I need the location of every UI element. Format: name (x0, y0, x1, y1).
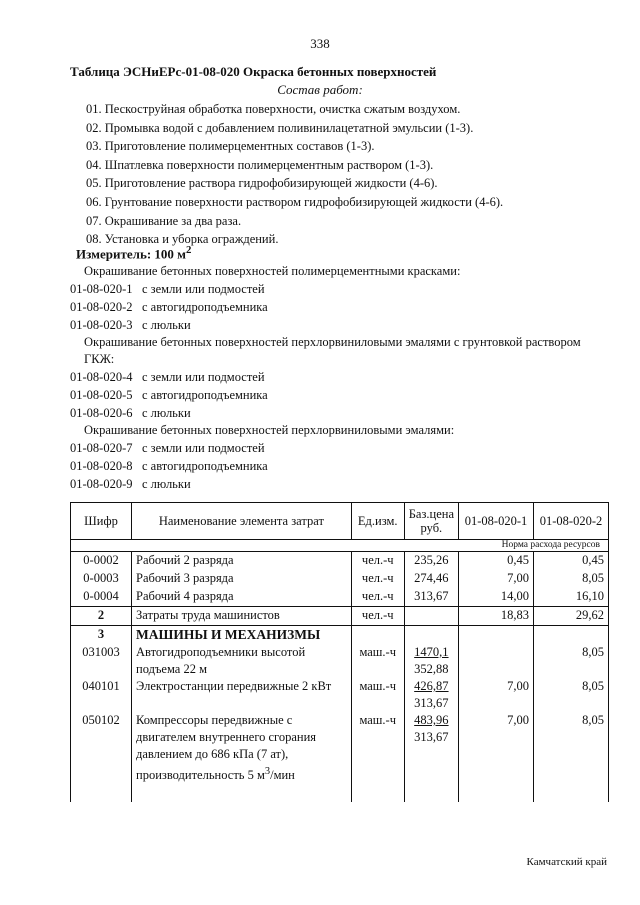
cell-code: 0-0004 (71, 588, 132, 607)
operation-item: 02. Промывка водой с добавлением поливинилацетатной эмульсии (1-3). (86, 120, 474, 135)
rate-code: 01-08-020-3 (70, 318, 133, 332)
rate-code: 01-08-020-4 (70, 370, 133, 384)
rate-desc: с земли или подмостей (142, 282, 265, 296)
table-row (71, 607, 609, 626)
operation-item: 08. Установка и уборка ограждений. (86, 232, 279, 247)
rate-row (70, 475, 610, 493)
cell-code: 031003 (71, 644, 132, 678)
table-tail-row (71, 784, 609, 802)
operation-item: 04. Шпатлевка поверхности полимерцементным раствором (1-3). (86, 157, 434, 172)
meter-label: Измеритель: 100 $м^2$ (76, 244, 192, 262)
operation-item: 01. Пескоструйная обработка поверхности, очистка сжатым воздухом. (86, 102, 461, 116)
cell-price (404, 712, 458, 784)
rate-code: 01-08-020-2 (70, 300, 133, 314)
region-footer: Камчатский край (526, 856, 607, 868)
cell-name (132, 712, 352, 784)
header-col2: 01-08-020-2 (534, 503, 609, 540)
cell-price (404, 644, 458, 678)
table-row (71, 552, 609, 571)
meter-sup: 2 (186, 244, 192, 256)
cell-code: 2 (71, 607, 132, 626)
cell-unit: маш.-ч (351, 712, 404, 784)
cell-name: Затраты труда машинистов (132, 607, 352, 626)
cell-value-1 (459, 626, 534, 645)
norm-label: Норма расхода ресурсов (71, 540, 609, 552)
cell-name-sup: 3 (264, 766, 271, 777)
rate-row (70, 457, 610, 475)
rate-desc: с автогидроподъемника (142, 459, 268, 473)
rate-code: 01-08-020-5 (70, 388, 133, 402)
rate-desc: с люльки (142, 477, 191, 491)
cell-value-2: 16,10 (534, 588, 609, 607)
cell-name: Автогидроподъемники высотой подъема 22 м (132, 644, 352, 678)
cell-value-2: 0,45 (534, 552, 609, 571)
rate-code: 01-08-020-6 (70, 406, 133, 420)
price-wage: 352,88 (414, 662, 449, 676)
rate-code: 01-08-020-8 (70, 459, 133, 473)
table-row (71, 570, 609, 588)
cell-name-tail: /мин (270, 768, 295, 783)
cell-value-2 (534, 626, 609, 645)
tail-cell (132, 784, 352, 802)
group-heading: Окрашивание бетонных поверхностей перхлорвиниловыми эмалями с грунтовкой раствором ГКЖ: (84, 335, 581, 366)
rate-row (70, 368, 610, 386)
cell-price: 235,26 (404, 552, 458, 571)
cell-unit: маш.-ч (351, 678, 404, 712)
cell-code: 0-0002 (71, 552, 132, 571)
rate-row (70, 298, 610, 316)
price-base: 1470,1 (414, 645, 449, 659)
table-header-row (71, 503, 609, 540)
header-price: Баз.цена руб. (404, 503, 458, 540)
rate-desc: с автогидроподъемника (142, 300, 268, 314)
cell-name: Рабочий 4 разряда (132, 588, 352, 607)
cell-name-text: Компрессоры передвижные с двигателем внутреннего сгорания давлением до 686 кПа (7 ат), производительность 5 м (136, 713, 317, 783)
resource-table (70, 502, 609, 802)
table-row (71, 588, 609, 607)
cell-value-1: 14,00 (459, 588, 534, 607)
header-col1: 01-08-020-1 (459, 503, 534, 540)
cell-value-2: 8,05 (534, 712, 609, 784)
operation-item: 03. Приготовление полимерцементных составов (1-3). (86, 139, 375, 154)
tail-cell (71, 784, 132, 802)
tail-cell (534, 784, 609, 802)
rate-row (70, 439, 610, 457)
tail-cell (459, 784, 534, 802)
cell-value-1: 7,00 (459, 678, 534, 712)
tail-cell (351, 784, 404, 802)
rate-row (70, 280, 610, 298)
cell-unit: чел.-ч (351, 607, 404, 626)
rate-row (70, 316, 610, 334)
work-composition-heading: Состав работ: (277, 82, 363, 97)
rate-desc: с земли или подмостей (142, 370, 265, 384)
rate-code: 01-08-020-7 (70, 441, 133, 455)
cell-unit: чел.-ч (351, 552, 404, 571)
cell-price (404, 626, 458, 645)
operation-item: 06. Грунтование поверхности раствором гидрофобизирующей жидкости (4-6). (86, 194, 504, 209)
operations-list (86, 100, 503, 249)
price-wage: 313,67 (414, 696, 449, 710)
table-row (71, 644, 609, 678)
cell-price: 274,46 (404, 570, 458, 588)
cell-name: Рабочий 2 разряда (132, 552, 352, 571)
page-number: 338 (310, 36, 330, 51)
cell-unit: чел.-ч (351, 588, 404, 607)
cell-name: МАШИНЫ И МЕХАНИЗМЫ (132, 626, 352, 645)
cell-value-1: 0,45 (459, 552, 534, 571)
cell-unit: маш.-ч (351, 644, 404, 678)
cell-code: 050102 (71, 712, 132, 784)
cell-value-2: 8,05 (534, 644, 609, 678)
tail-cell (404, 784, 458, 802)
price-base: 483,96 (414, 713, 449, 727)
cell-value-1: 18,83 (459, 607, 534, 626)
rate-desc: с люльки (142, 318, 191, 332)
norm-row (71, 540, 609, 552)
rate-code: 01-08-020-1 (70, 282, 133, 296)
rate-row (70, 386, 610, 404)
cell-price (404, 678, 458, 712)
header-name: Наименование элемента затрат (132, 503, 352, 540)
cell-price: 313,67 (404, 588, 458, 607)
operation-item: 07. Окрашивание за два раза. (86, 213, 242, 228)
group-heading: Окрашивание бетонных поверхностей перхлорвиниловыми эмалями: (84, 423, 455, 437)
header-unit: Ед.изм. (351, 503, 404, 540)
cell-value-2: 8,05 (534, 678, 609, 712)
cell-unit (351, 626, 404, 645)
operation-item: 05. Приготовление раствора гидрофобизирующей жидкости (4-6). (86, 176, 438, 191)
rate-code: 01-08-020-9 (70, 477, 133, 491)
table-title: Таблица ЭСНиЕРс-01-08-020 Окраска бетонных поверхностей (70, 64, 437, 79)
cell-code: 3 (71, 626, 132, 645)
rate-row (70, 404, 610, 422)
cell-name: Рабочий 3 разряда (132, 570, 352, 588)
table-row (71, 712, 609, 784)
cell-value-1 (459, 644, 534, 678)
group-heading: Окрашивание бетонных поверхностей полимерцементными красками: (84, 264, 461, 278)
cell-code: 0-0003 (71, 570, 132, 588)
table-row (71, 678, 609, 712)
rate-desc: с земли или подмостей (142, 441, 265, 455)
cell-value-1: 7,00 (459, 712, 534, 784)
cell-unit: чел.-ч (351, 570, 404, 588)
header-code: Шифр (71, 503, 132, 540)
cell-value-2: 8,05 (534, 570, 609, 588)
cell-price (404, 607, 458, 626)
rate-groups (70, 263, 610, 493)
price-wage: 313,67 (414, 730, 449, 744)
price-base: 426,87 (414, 679, 449, 693)
rate-desc: с люльки (142, 406, 191, 420)
rate-desc: с автогидроподъемника (142, 388, 268, 402)
cell-value-1: 7,00 (459, 570, 534, 588)
cell-code: 040101 (71, 678, 132, 712)
cell-name: Электростанции передвижные 2 кВт (132, 678, 352, 712)
cell-value-2: 29,62 (534, 607, 609, 626)
table-row (71, 626, 609, 645)
